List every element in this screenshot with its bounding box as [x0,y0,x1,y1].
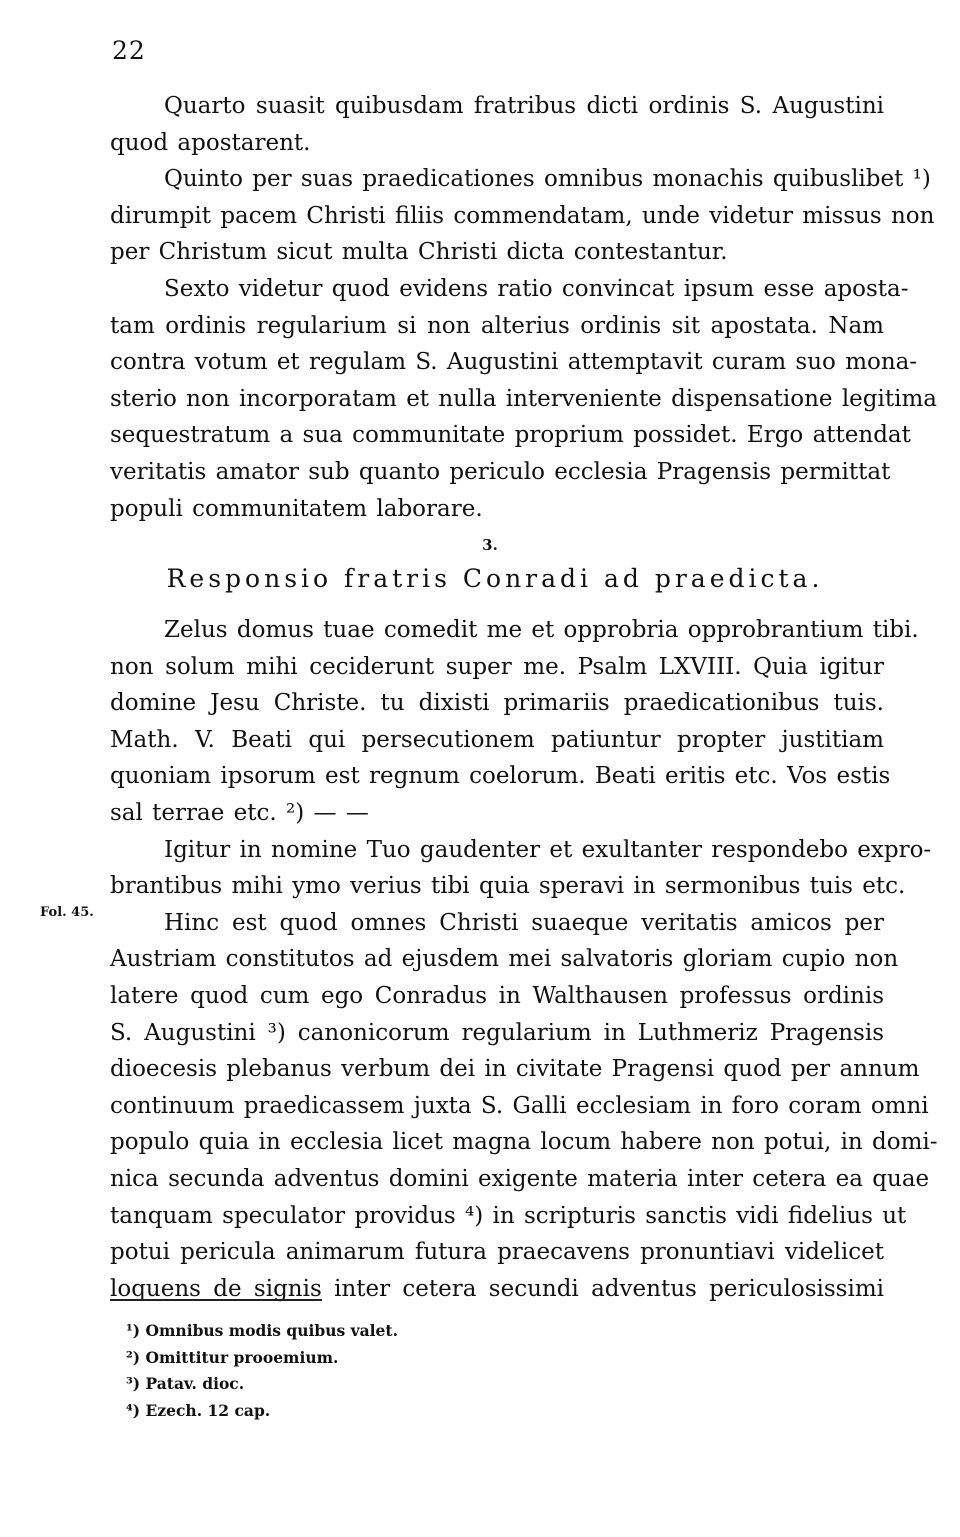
margin-note-folio: Fol. 45. [40,905,94,920]
text-line: Math. V. Beati qui persecutionem patiuntur propter justitiam [110,726,884,753]
text-line: Quarto suasit quibusdam fratribus dicti ordinis S. Augustini [164,93,884,119]
text-line: sal terrae etc. ²) — — [110,799,369,826]
text-line: Zelus domus tuae comedit me et opprobria opprobrantium tibi. [164,617,919,643]
text-line: sequestratum a sua communitate proprium possidet. Ergo attendat [110,422,911,449]
text-line: S. Augustini ³) canonicorum regularium in Luthmeriz Pragensis [110,1019,884,1046]
text-line: non solum mihi ceciderunt super me. Psalm LXVIII. Quia igitur [110,653,884,680]
text-block-1 [110,88,937,527]
text-line: quoniam ipsorum est regnum coelorum. Beati eritis etc. Vos estis [110,763,891,790]
text-line: contra votum et regulam S. Augustini attemptavit curam suo mona- [110,349,918,376]
footnote: ¹) Omnibus modis quibus valet. [126,1321,398,1340]
text-line: Sexto videtur quod evidens ratio convincat ipsum esse aposta- [164,275,909,302]
text-line: sterio non incorporatam et nulla interveniente dispensatione legitima [110,385,937,412]
text-line: tanquam speculator providus ⁴) in scripturis sanctis vidi fidelius ut [110,1202,907,1229]
section-number: 3. [482,536,498,554]
text-line: per Christum sicut multa Christi dicta contestantur. [110,239,728,266]
text-line: potui pericula animarum futura praecavens pronuntiavi videlicet [110,1239,884,1266]
footnotes [126,1318,398,1424]
text-line: Austriam constitutos ad ejusdem mei salvatoris gloriam cupio non [110,946,899,973]
text-line: dirumpit pacem Christi filiis commendatam, unde videtur missus non [110,202,935,229]
footnote: ³) Patav. dioc. [126,1374,245,1393]
text-line: domine Jesu Christe. tu dixisti primariis praedicationibus tuis. [110,690,884,717]
text-line: Igitur in nomine Tuo gaudenter et exultanter respondebo expro- [164,836,932,863]
text-line: nica secunda adventus domini exigente materia inter cetera ea quae [110,1165,930,1192]
text-line: dioecesis plebanus verbum dei in civitate Pragensi quod per annum [110,1056,920,1083]
text-line: continuum praedicassem juxta S. Galli ecclesiam in foro coram omni [110,1092,929,1119]
text-line: Hinc est quod omnes Christi suaeque veritatis amicos per [164,909,884,936]
text-line: latere quod cum ego Conradus in Walthausen professus ordinis [110,982,884,1009]
page-number: 22 [112,36,146,65]
text-line: brantibus mihi ymo verius tibi quia speravi in sermonibus tuis etc. [110,873,906,900]
footnote: ²) Omittitur prooemium. [126,1347,339,1367]
text-line: veritatis amator sub quanto periculo ecclesia Pragensis permittat [110,458,891,485]
text-line: Quinto per suas praedicationes omnibus monachis quibuslibet ¹) [164,166,931,193]
text-line: populi communitatem laborare. [110,495,483,522]
section-title: Responsio fratris Conradi ad praedicta. [166,564,824,593]
footnote-divider [110,1299,322,1301]
text-line: populo quia in ecclesia licet magna locum habere non potui, in domi- [110,1129,938,1156]
text-line: loquens de signis inter cetera secundi adventus periculosissimi [110,1275,884,1302]
footnote: ⁴) Ezech. 12 cap. [126,1400,271,1420]
text-block-2 [110,612,938,1307]
text-line: quod apostarent. [110,129,311,156]
text-line: tam ordinis regularium si non alterius ordinis sit apostata. Nam [110,312,884,339]
